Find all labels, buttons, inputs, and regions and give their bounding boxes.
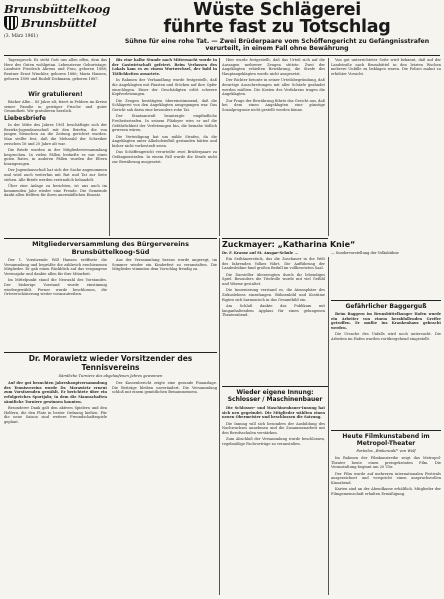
top-divider <box>4 55 440 56</box>
section-divider <box>222 386 328 387</box>
masthead-title-line1: Brunsbüttelkoog <box>4 2 111 16</box>
far-right-para: Von gut unterrichteter Seite wird bekannt, daß auf der Landstraße nach Brunsbüttel in den letzten Wochen mehrere Unfälle zu beklagen waren. Die Polizei mahnt zu erhöhter Vorsicht. <box>331 58 441 77</box>
film-heading: Heute Filmkunstabend im Metropol-Theater <box>342 433 430 447</box>
zuckmayer-para: Am Schluß dankte das Publikum mit langanhaltendem Applaus für einen gelungenen Theaterabend. <box>222 303 325 318</box>
liebe-para: Über eine Anlage zu berichten, ist uns auch im kommenden Jahr wieder eine Freude. Die Gemeinde dankt allen Helfern für ihren unermüdlichen Einsatz. <box>4 183 107 198</box>
wir-gratulieren-heading: Wir gratulieren! <box>28 91 83 98</box>
article-para: Die Zeugen bestätigten übereinstimmend, daß die Schlägerei von den Angeklagten ausgegangen war. Das Gericht sah darin eine besonders rohe Tat. <box>112 98 217 113</box>
coat-of-arms-icon <box>4 16 18 30</box>
column-rule <box>219 58 220 236</box>
issue-date: (3. März 1961) <box>4 34 38 39</box>
column-rule <box>219 238 220 595</box>
tennis-para: Auf der gut besuchten Jahreshauptversammlung des Tennisvereins wurde Dr. Morawietz erneut zum Vorsitzenden gewählt. Er berichtete über ein erfolgreiches Sportjahr, in dem die Mannschaften sämtliche Turniere gewinnen konnten. <box>4 381 107 404</box>
bagger-para: Die Ursache des Unfalls wird noch untersucht. Die Arbeiten im Hafen wurden vorübergehend eingestellt. <box>331 332 441 342</box>
section-divider <box>222 238 328 239</box>
masthead-title-line2: Brunsbüttel <box>21 15 97 30</box>
innung-heading: Wieder eigene Innung: Schlosser / Maschinenbauer <box>227 389 323 403</box>
film-para: Im Rahmen der Filmkunstreihe zeigt das Metropol-Theater heute einen preisgekrönten Film. Die Veranstaltung beginnt um 20 Uhr. <box>331 456 441 470</box>
main-headline <box>112 2 442 36</box>
tennis-para: Der Kassenbericht zeigte eine gesunde Finanzlage. Die Beiträge bleiben unverändert. Die Versammlung schloß mit einem gemütlichen Beisammensein. <box>112 381 217 395</box>
liebe-para: Die Briefe wurden in der Mitgliederversammlung besprochen. In vielen Fällen bedurfte es nur eines guten Rates, in anderen Fällen wurden die Eltern hinzugezogen. <box>4 148 107 167</box>
column-rule <box>328 257 329 595</box>
wir-para: Bäcker Albe... 85 Jahre alt, feiert in Feldern im Kreise seiner Familie in geistiger Frische und guter Gesundheit. Wir gratulieren herzlich. <box>4 100 107 114</box>
liebesbriefe-text <box>4 123 107 235</box>
headline-line1: Wüste Schlägerei <box>193 0 361 20</box>
article-body-right <box>222 58 325 236</box>
mitglieder-text-col2 <box>112 258 217 350</box>
film-para: Der Film wurde auf mehreren internationalen Festivals ausgezeichnet und verspricht einen anspruchsvollen Kinoabend. <box>331 471 441 486</box>
tennis-text-col2 <box>112 381 217 595</box>
liebe-para: Der Jugendausschuß hat sich der Sache angenommen und wird auch weiterhin mit Rat und Tat zur Seite stehen. Alle Briefe werden vertraulich behandelt. <box>4 168 107 182</box>
left-intro <box>4 58 107 90</box>
bagger-heading: Gefährlicher Baggerguß <box>345 303 427 310</box>
mitglieder-para: Im Mittelpunkt stand die Neuwahl des Vorstandes. Der bisherige Vorstand wurde einstimmig wiedergewählt. Ferner wurde beschlossen, die Ortsverschönerung weiter voranzutreiben. <box>4 278 107 297</box>
article-para: In Rahmen der Verhandlung wurde festgestellt, daß die Angeklagten mit Fäusten und Stöcken auf ihre Opfer einschlugen. Einer der Geschädigten erlitt schwere Kopfverletzungen. <box>112 78 217 97</box>
film-text <box>331 456 441 595</box>
film-para: Karten sind an der Abendkasse erhältlich. Mitglieder der Filmgemeinschaft erhalten Ermäßigung. <box>331 487 441 496</box>
zuckmayer-text <box>222 257 325 385</box>
innung-para: Die Innung will sich besonders der Ausbildung des Nachwuchses annehmen und die Zusammenarbeit mit den Berufsschulen verstärken. <box>222 421 325 436</box>
wir-gratulieren-text <box>4 100 107 114</box>
section-divider <box>331 300 441 301</box>
article-para: Der Richter betonte in seiner Urteilsbegründung, daß derartige Ausschreitungen mit aller Schärfe geahndet werden müßten. Die Kosten des Verfahrens tragen die Angeklagten. <box>222 78 325 97</box>
innung-para: Die Schlosser- und Maschinenbauer-Innung hat sich neu gegründet. Die Mitglieder wählten einen neuen Obermeister und beschlossen die Satzung. <box>222 406 325 420</box>
headline-line2: führte fast zu Totschlag <box>163 17 391 37</box>
section-divider <box>4 352 217 353</box>
article-para: Der Staatsanwalt beantragte empfindliche Freiheitsstrafen. In seinem Plädoyer wies er auf die Gefährlichkeit der Verletzungen hin, die beinahe tödlich gewesen wären. <box>112 114 217 133</box>
far-right-top-text <box>331 58 441 236</box>
article-para: Das Schöffengericht verurteilte zwei Brüderpaare zu Gefängnisstrafen. In einem Fall wurde die Strafe nicht zur Bewährung ausgesetzt. <box>112 150 217 164</box>
article-para: Zur Frage der Bewährung führte das Gericht aus, daß bei dem einen Angeklagten eine günstige Sozialprognose nicht gestellt werden könne. <box>222 98 325 113</box>
article-para: Die Verteidigung bat um milde Strafen, da die Angeklagten unter Alkoholeinfluß gestanden hätten und bisher nicht vorbestraft seien. <box>112 134 217 148</box>
zuckmayer-para: Ein Seiltänzerstück, das die Zuschauer in die Welt des fahrenden Volkes führt. Die Aufführung der Landesbühne fand großen Beifall im vollbesetzten Saal. <box>222 257 325 271</box>
liebesbriefe-heading: Liebesbriefe <box>4 115 46 122</box>
mitglieder-heading: Mitgliederversammlung des Bürgervereins Brunsbüttelkoog-Süd <box>32 240 189 256</box>
main-subhead: Sühne für eine rohe Tat. — Zwei Brüderpaare vom Schöffengericht zu Gefängnisstrafen verurteilt, in einem Fall ohne Bewährung <box>124 38 430 52</box>
zuckmayer-para: Die Inszenierung verstand es, die Atmosphäre des Zirkuslebens einzufangen. Bühnenbild und Kostüme fügten sich harmonisch in das Gesamtbild ein. <box>222 288 325 302</box>
left-intro-para: Tagesspruch: Es steht Gott uns allen offen, dem das Herz des Guten wohlgetan. Lebenstreue Geburtstage: Landwirt Friedrich Ahrens und Frau, geboren 1888; Rentner Ernst Winckler, geboren 1886; Maria Hansen, geboren 1890 und Rudolf Dickmann, geboren 1887. <box>4 58 107 81</box>
bagger-para: Beim Baggern im Brunsbüttelkooger Hafen wurde ein Arbeiter von einem herabfallenden Greifer getroffen. Er mußte ins Krankenhaus gebracht werden. <box>331 312 441 331</box>
zuckmayer-para: Die Darsteller überzeugten durch ihr lebendiges Spiel. Besonders die Titelrolle wurde mit viel Gefühl und Wärme gestaltet. <box>222 272 325 287</box>
innung-para: Zum Abschluß der Versammlung wurde beschlossen, regelmäßige Fachvorträge zu veranstalten. <box>222 437 325 446</box>
zuckmayer-byline: Dr. F. Krause auf St. Ansgar-Schule ... <box>222 251 299 255</box>
bagger-text <box>331 312 441 426</box>
mitglieder-para: Aus der Versammlung heraus wurde angeregt, im Sommer wieder ein Kinderfest zu veranstalten. Die Mitglieder stimmten dem Vorschlag freudig zu. <box>112 258 217 272</box>
tennis-subheading: Sämtliche Turniere des abgelaufenen Jahres gewonnen <box>58 374 163 378</box>
film-subheading: Parteilos „Binkenzahl" von Wolf <box>356 449 416 453</box>
mitglieder-para: Der 1. Vorsitzende Will Hansen eröffnete die Versammlung und begrüßte die zahlreich erschienenen Mitglieder. Er gab einen Rückblick auf das vergangene Vereinsjahr und dankte allen für ihre Mitarbeit. <box>4 258 107 277</box>
zuckmayer-subline: — Sondervorstellung der Volksbühne <box>331 251 399 255</box>
article-body-center <box>112 58 217 236</box>
tennis-heading: Dr. Morawietz wieder Vorsitzender des Tennisvereins <box>28 354 193 372</box>
column-rule <box>328 58 329 236</box>
liebe-para: In der Mitte des Jahres 1961 beschäftigte sich der Bezirks-Jugendausschuß mit den Briefen, die von jungen Menschen an die Zeitung gerichtet wurden. Man stellte fest, daß die Mehrzahl der Schreiber zwischen 16 und 20 Jahre alt war. <box>4 123 107 146</box>
article-para: Hier wurde festgestellt, daß das Urteil sich auf die Aussagen mehrerer Zeugen stützte. Zwei der Angeklagten erhielten Bewährung, die Strafe des Hauptangeklagten wurde nicht ausgesetzt. <box>222 58 325 77</box>
zuckmayer-heading: Zuckmayer: „Katharina Knie“ <box>222 240 356 249</box>
innung-text <box>222 406 325 595</box>
column-rule <box>109 58 110 236</box>
section-divider <box>4 238 217 239</box>
article-para: Bis eine halbe Stunde nach Mitternacht wurde in der Gastwirtschaft gefeiert. Beim Verlassen des Lokals kam es zu einem Wortwechsel, der bald in Tätlichkeiten ausartete. <box>112 58 217 77</box>
masthead <box>4 2 111 33</box>
tennis-text-col1 <box>4 381 107 595</box>
mitglieder-text-col1 <box>4 258 107 350</box>
tennis-para: Besonderer Dank galt den aktiven Spielern und den Helfern, die den Platz in bester Ordnung hielten. Für die neue Saison sind weitere Freundschaftsspiele geplant. <box>4 406 107 425</box>
section-divider <box>331 430 441 431</box>
